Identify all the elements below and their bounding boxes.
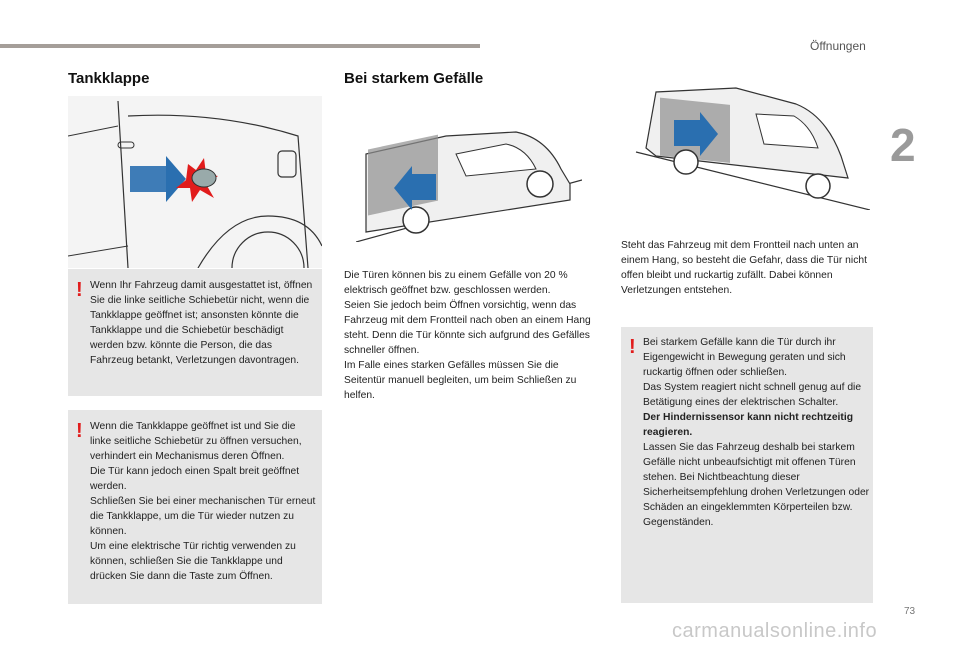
warning-line: Schließen Sie bei einer mechanischen Tür erneut die Tankklappe, um die Tür wieder nutzen zu können. <box>90 496 316 537</box>
warning-icon: ! <box>629 336 636 358</box>
van-downhill-illustration <box>626 86 870 210</box>
top-rule <box>0 44 480 48</box>
body-line: Seien Sie jedoch beim Öffnen vorsichtig, wenn das Fahrzeug mit dem Frontteil nach oben an einem Hang steht. Denn die Tür könnte sich aufgrund des Gefälles schneller öffnen. <box>344 300 591 356</box>
warning-icon: ! <box>76 420 83 442</box>
warning-text <box>643 335 871 530</box>
warning-line: Die Tür kann jedoch einen Spalt breit geöffnet werden. <box>90 466 300 492</box>
warning-line-bold: Der Hindernissensor kann nicht rechtzeitig reagieren. <box>643 412 853 438</box>
slope-warning <box>621 327 873 603</box>
fuel-flap-warning-1 <box>68 269 322 396</box>
warning-text <box>90 419 318 584</box>
slope-body <box>344 268 596 403</box>
downhill-body: Steht das Fahrzeug mit dem Frontteil nach unten an einem Hang, so besteht die Gefahr, dass die Tür nicht offen bleibt und ruckartig zufällt. Dabei können Verletzungen entstehen. <box>621 240 867 296</box>
fuel-flap-illustration <box>68 96 322 268</box>
van-uphill-illustration <box>356 114 582 242</box>
warning-line: Lassen Sie das Fahrzeug deshalb bei starkem Gefälle nicht unbeaufsichtigt mit offenen Türen stehen. Bei Nichtbeachtung dieser Sicherheitsempfehlung drohen Verletzungen oder Schäden an eingeklemmten Körperteilen bzw. Gegenständen. <box>643 442 870 528</box>
watermark: carmanualsonline.info <box>672 620 878 642</box>
fuel-flap-warning-2 <box>68 410 322 604</box>
body-line: Im Falle eines starken Gefälles müssen Sie die Seitentür manuell begleiten, um beim Schließen zu helfen. <box>344 360 577 401</box>
section-label: Öffnungen <box>810 39 866 53</box>
chapter-number: 2 <box>890 119 916 171</box>
warning-line: Wenn die Tankklappe geöffnet ist und Sie die linke seitliche Schiebetür zu öffnen versuchen, verhindert ein Mechanismus deren Öffnen. <box>90 421 302 462</box>
warning-text: Wenn Ihr Fahrzeug damit ausgestattet ist, öffnen Sie die linke seitliche Schiebetür nicht, wenn die Tankklappe geöffnet ist; ansonsten könnte die Tankklappe und die Schiebetür beschädigt werden bzw. könnte die Person, die das Fahrzeug betankt, Verletzungen davontragen. <box>90 280 313 366</box>
warning-icon: ! <box>76 279 83 301</box>
warning-line: Um eine elektrische Tür richtig verwenden zu können, schließen Sie die Tankklappe und drücken Sie dann die Taste zum Öffnen. <box>90 541 296 582</box>
slope-title: Bei starkem Gefälle <box>344 70 484 87</box>
body-line: Die Türen können bis zu einem Gefälle von 20 % elektrisch geöffnet bzw. geschlossen werden. <box>344 270 568 296</box>
fuel-flap-title: Tankklappe <box>68 70 150 87</box>
warning-line: Bei starkem Gefälle kann die Tür durch ihr Eigengewicht in Bewegung geraten und sich ruckartig öffnen oder schließen. <box>643 337 846 378</box>
page-number: 73 <box>904 606 916 617</box>
warning-line: Das System reagiert nicht schnell genug auf die Betätigung eines der elektrischen Schalter. <box>643 382 862 408</box>
